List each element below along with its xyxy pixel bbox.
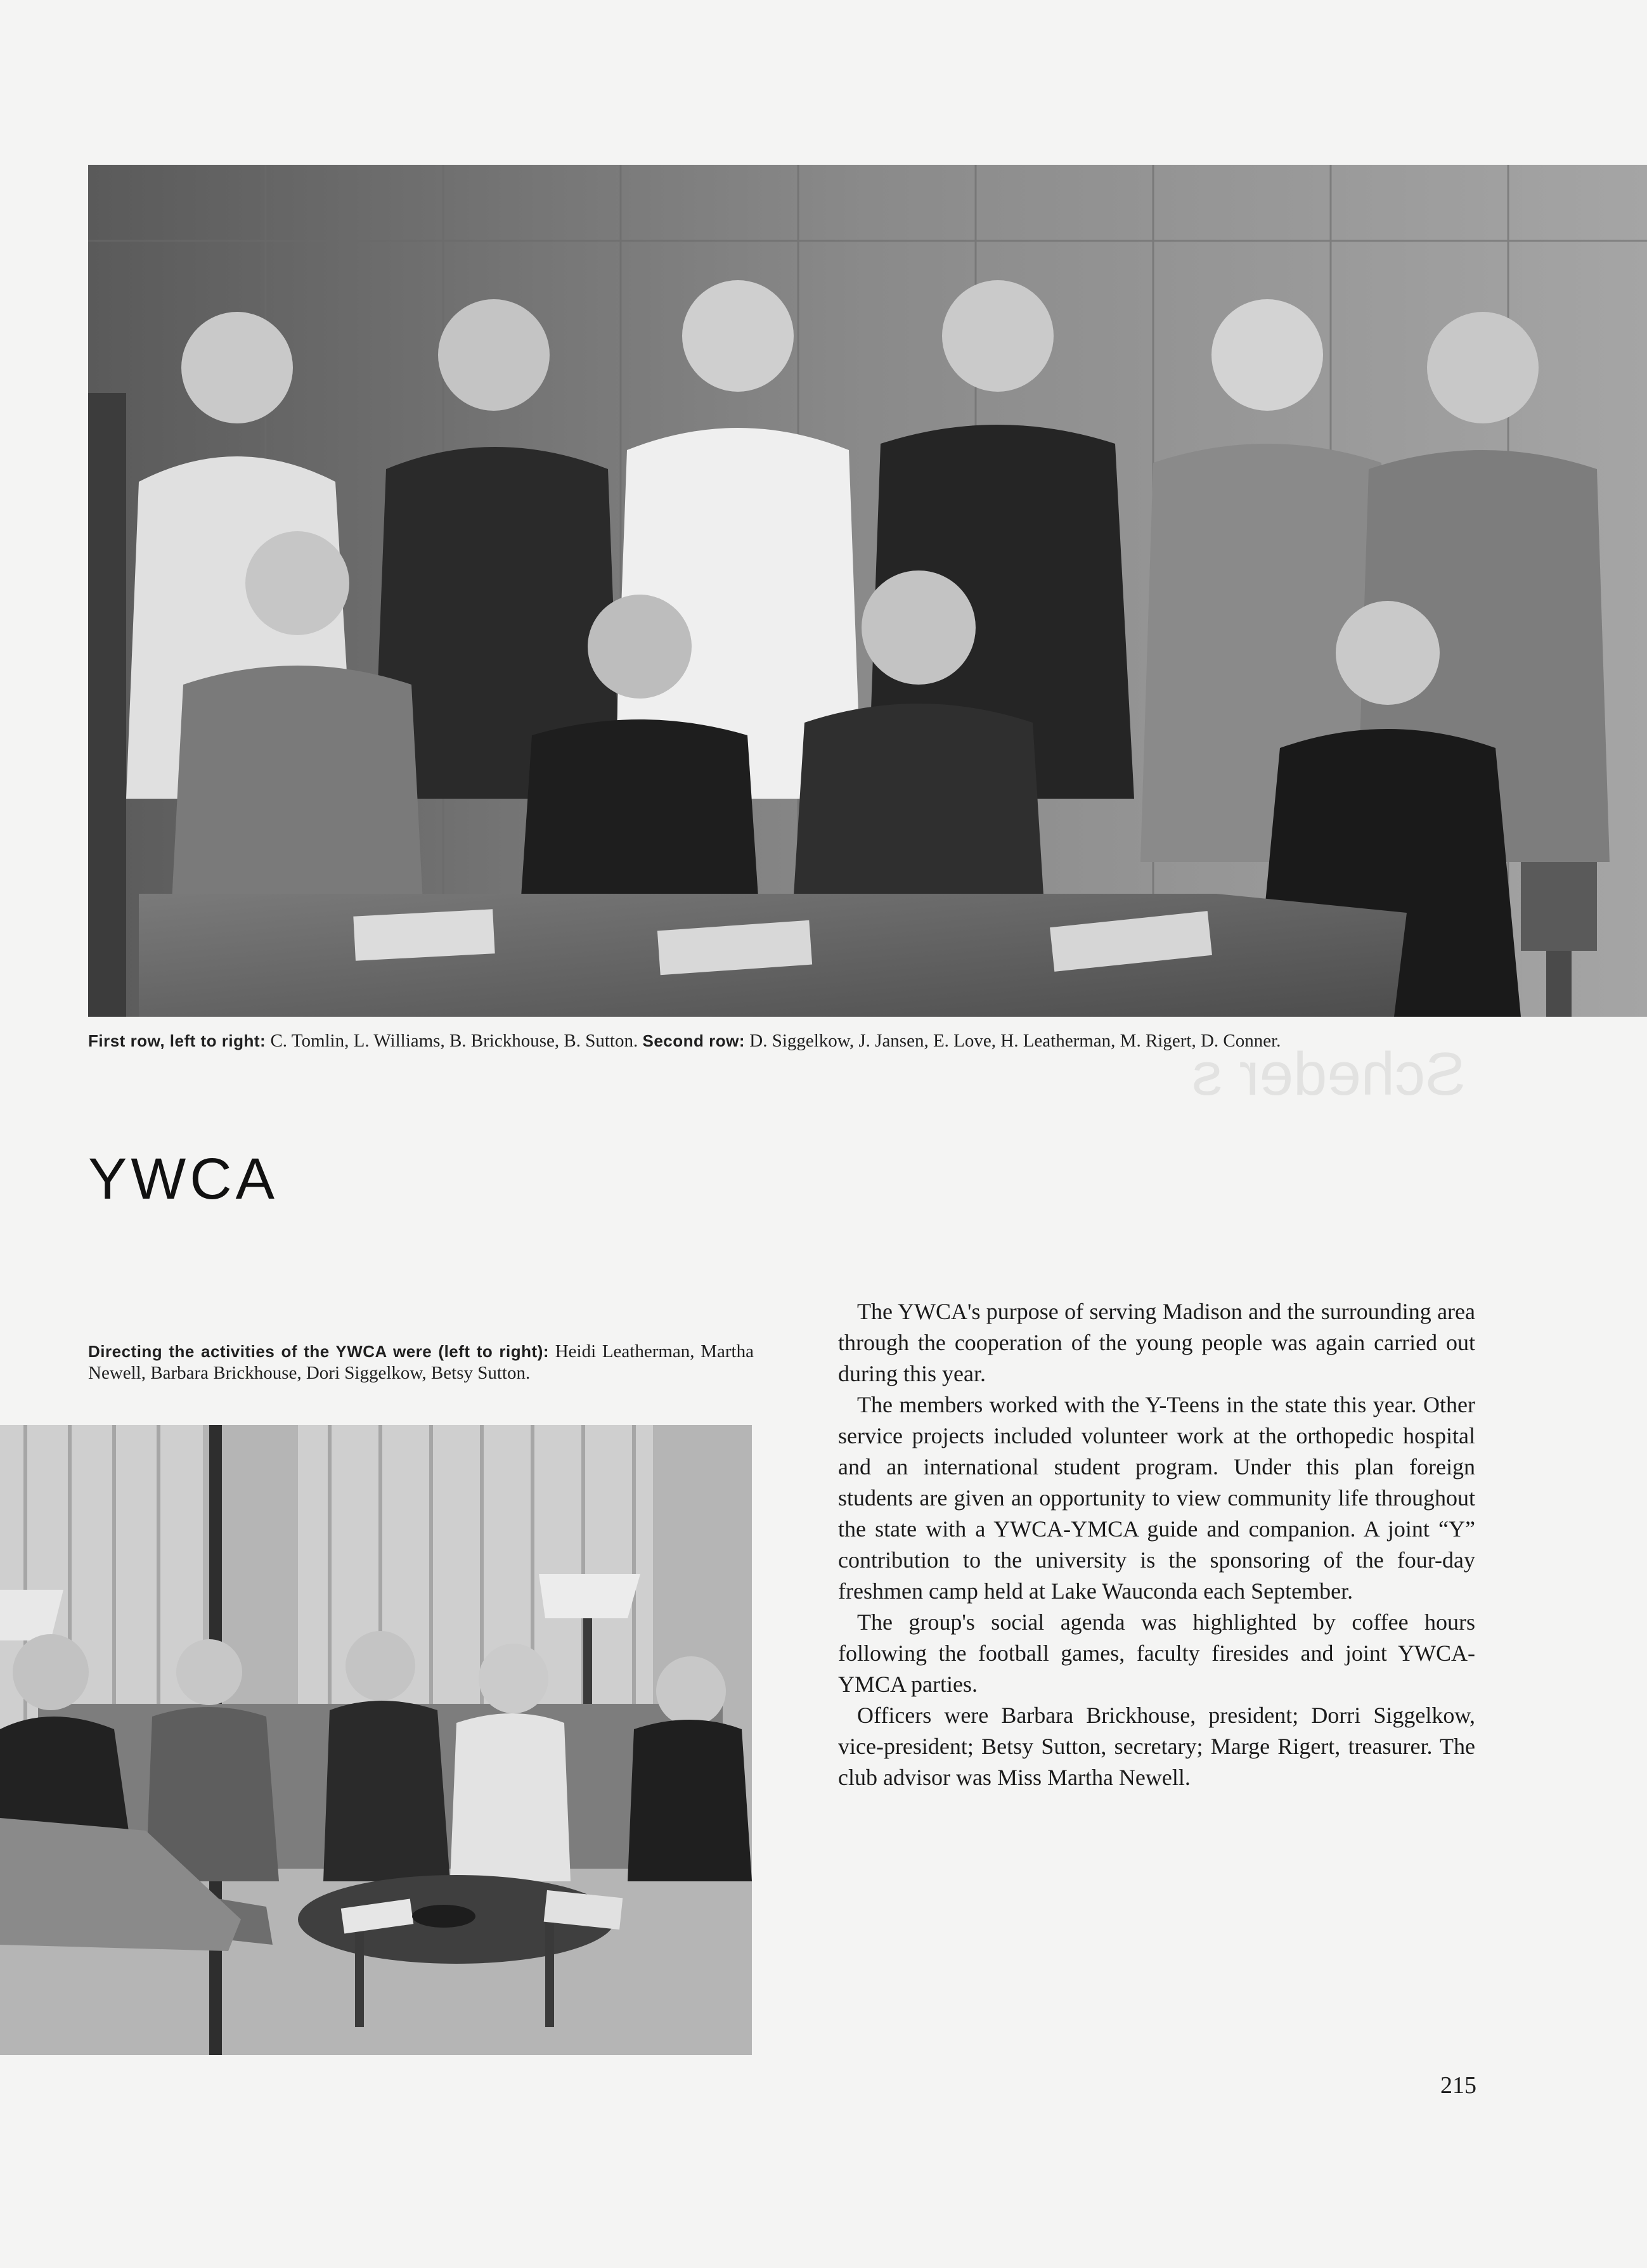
group-photo [88,165,1647,1017]
caption-lead: Directing the activities of the YWCA were (left to right): [88,1342,550,1361]
caption-names: C. Tomlin, L. Williams, B. Brickhouse, B. Sutton. [270,1031,638,1051]
article-body [838,1296,1475,1793]
officers-photo [0,1425,752,2055]
caption-row-label: Second row: [642,1031,745,1050]
section-title: YWCA [88,1147,278,1211]
body-paragraph: Officers were Barbara Brickhouse, president; Dorri Siggelkow, vice-president; Betsy Sutton, secretary; Marge Rigert, treasurer. The club advisor was Miss Martha Newell. [838,1703,1475,1790]
body-paragraph: The YWCA's purpose of serving Madison and the surrounding area through the cooperation of the young people was again carried out during this year. [838,1299,1475,1386]
caption-names: Heidi Leatherman, Martha Newell, Barbara Brickhouse, Dori Siggelkow, Betsy Sutton. [88,1341,754,1383]
page-number: 215 [1440,2072,1476,2099]
caption-row-label: First row, left to right: [88,1031,266,1050]
caption-names: D. Siggelkow, J. Jansen, E. Love, H. Leatherman, M. Rigert, D. Conner. [749,1031,1281,1051]
bleed-through-heading: Scheder s [1192,1040,1466,1108]
group-photo-caption [88,1030,1483,1052]
body-paragraph: The group's social agenda was highlighted by coffee hours following the football games, faculty firesides and joint YWCA-YMCA parties. [838,1609,1475,1697]
officers-photo-caption [88,1341,754,1384]
body-paragraph: The members worked with the Y-Teens in the state this year. Other service projects included volunteer work at the orthopedic hospital and an international student program. Under this plan foreign students are given an opportunity to view community life throughout the state with a YWCA-YMCA guide and companion. A joint “Y” contribution to the university is the sponsoring of the four-day freshmen camp held at Lake Wauconda each September. [838,1392,1475,1604]
